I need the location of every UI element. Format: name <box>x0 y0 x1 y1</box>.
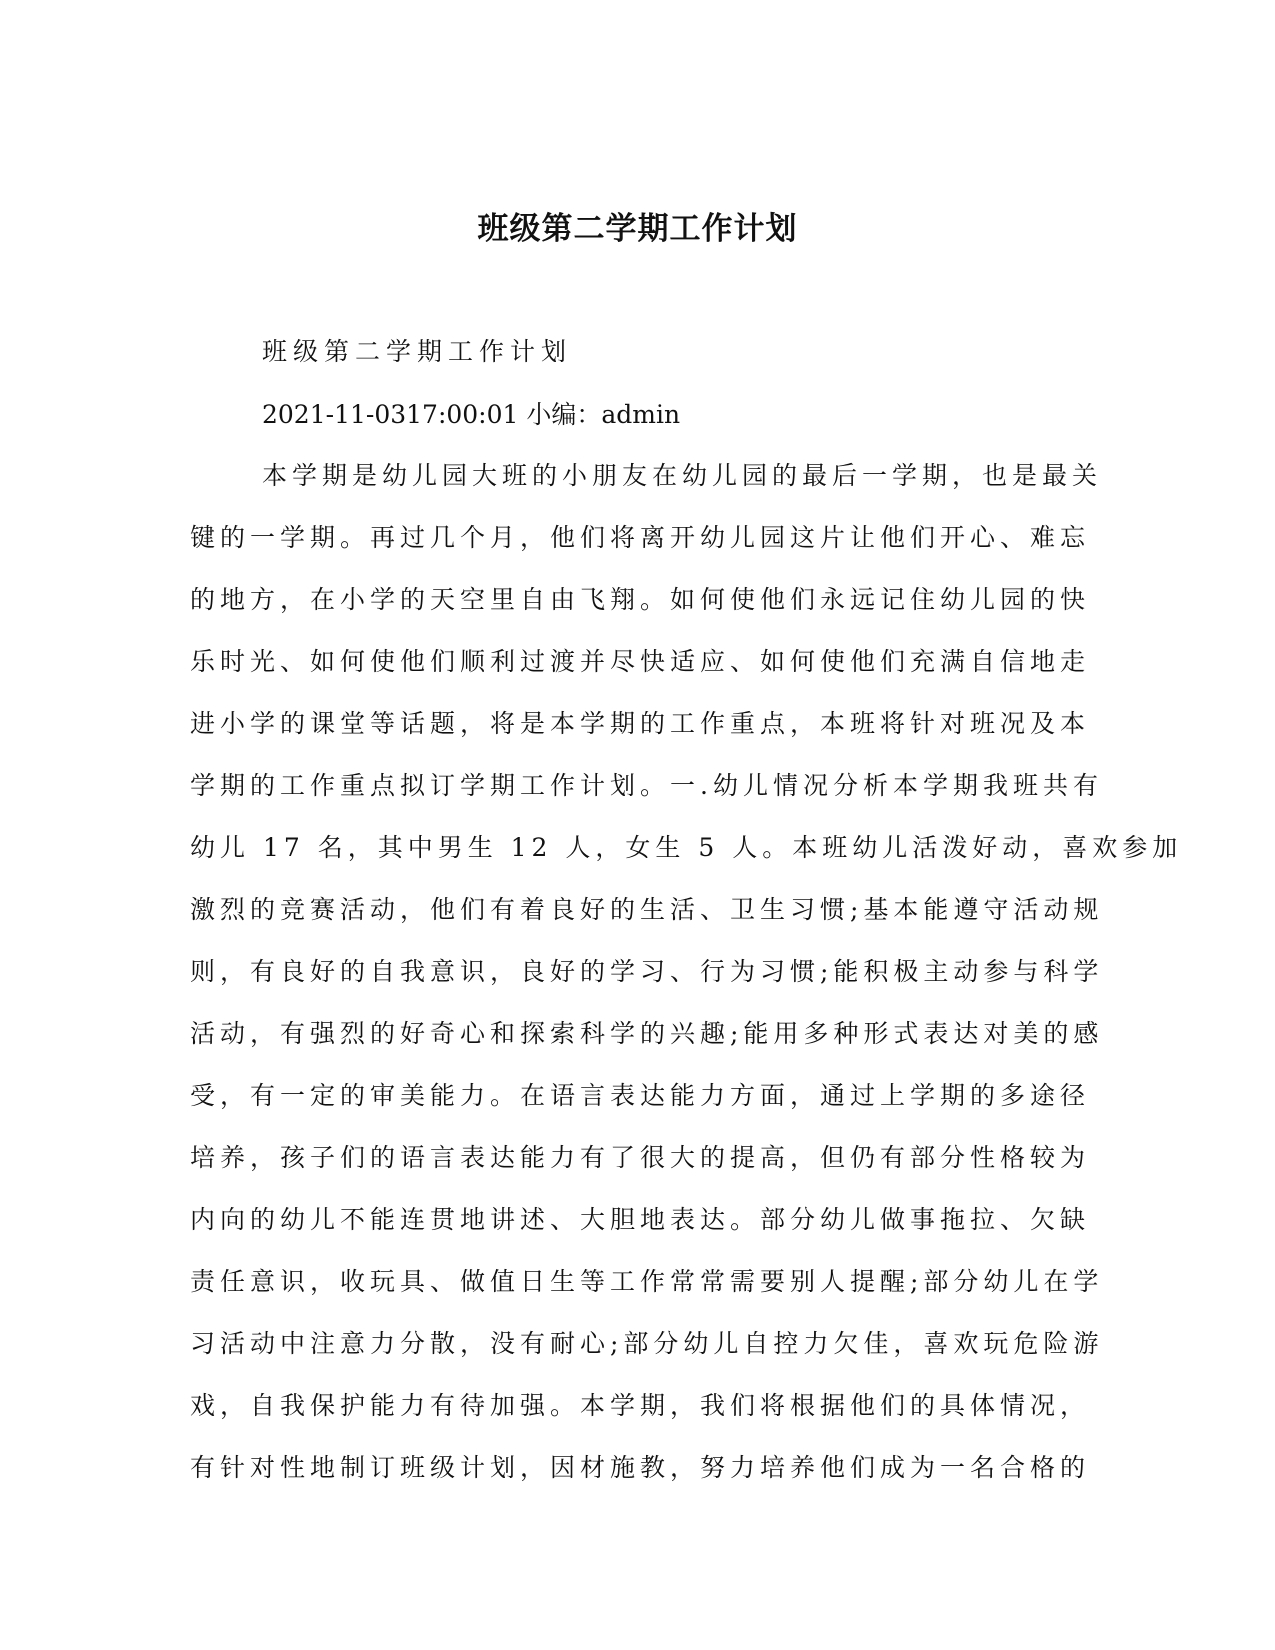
body-line: 有针对性地制订班级计划，因材施教，努力培养他们成为一名合格的 <box>190 1453 1091 1482</box>
body-line: 习活动中注意力分散，没有耐心;部分幼儿自控力欠佳，喜欢玩危险游 <box>190 1329 1104 1358</box>
body-line: 进小学的课堂等话题，将是本学期的工作重点，本班将针对班况及本 <box>190 709 1091 738</box>
body-line: 培养，孩子们的语言表达能力有了很大的提高，但仍有部分性格较为 <box>190 1143 1091 1172</box>
body-line: 幼儿 17 名，其中男生 12 人，女生 5 人。本班幼儿活泼好动，喜欢参加 <box>190 833 1183 862</box>
body-line: 的地方，在小学的天空里自由飞翔。如何使他们永远记住幼儿园的快 <box>190 585 1091 614</box>
body-line: 键的一学期。再过几个月，他们将离开幼儿园这片让他们开心、难忘 <box>190 523 1091 552</box>
body-line: 乐时光、如何使他们顺利过渡并尽快适应、如何使他们充满自信地走 <box>190 647 1091 676</box>
body-line: 戏，自我保护能力有待加强。本学期，我们将根据他们的具体情况， <box>190 1391 1091 1420</box>
body-line: 内向的幼儿不能连贯地讲述、大胆地表达。部分幼儿做事拖拉、欠缺 <box>190 1205 1091 1234</box>
body-line: 受，有一定的审美能力。在语言表达能力方面，通过上学期的多途径 <box>190 1081 1091 1110</box>
body-line: 则，有良好的自我意识，良好的学习、行为习惯;能积极主动参与科学 <box>190 957 1104 986</box>
body-line: 责任意识，收玩具、做值日生等工作常常需要别人提醒;部分幼儿在学 <box>190 1267 1104 1296</box>
body-line: 学期的工作重点拟订学期工作计划。一.幼儿情况分析本学期我班共有 <box>190 771 1103 800</box>
body-line: 活动，有强烈的好奇心和探索科学的兴趣;能用多种形式表达对美的感 <box>190 1019 1104 1048</box>
document-subtitle: 班级第二学期工作计划 <box>262 337 573 366</box>
body-line: 本学期是幼儿园大班的小朋友在幼儿园的最后一学期，也是最关 <box>262 461 1103 490</box>
body-line: 激烈的竞赛活动，他们有着良好的生活、卫生习惯;基本能遵守活动规 <box>190 895 1104 924</box>
body-text <box>190 458 1183 1512</box>
document-title: 班级第二学期工作计划 <box>477 211 798 247</box>
date-author-line: 2021-11-0317:00:01 小编：admin <box>262 400 681 429</box>
